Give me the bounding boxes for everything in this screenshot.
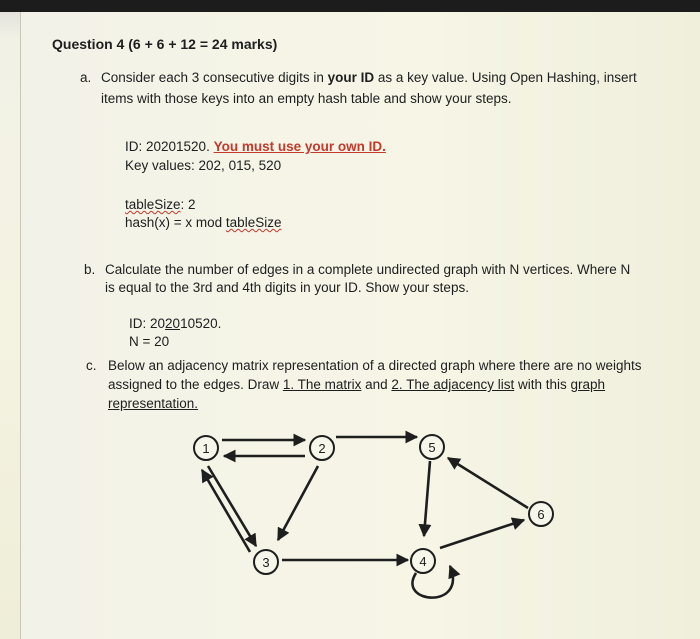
node-1	[194, 436, 218, 460]
node-1-label: 1	[202, 441, 210, 456]
node-2-label: 2	[318, 441, 326, 456]
node-5-label: 5	[428, 440, 436, 455]
node-4-label: 4	[419, 554, 427, 569]
part-c-item2: 2. The adjacency list	[391, 377, 515, 392]
node-3	[254, 550, 278, 574]
hash-fn-pre: hash(x) = x mod	[125, 215, 226, 230]
part-c-and: and	[361, 377, 392, 392]
part-a-id-label: ID: 20201520.	[125, 139, 210, 154]
part-b-n-value: N = 20	[129, 334, 170, 349]
edge-1-to-3	[208, 466, 256, 546]
table-size-label: tableSize	[125, 197, 181, 212]
node-5	[420, 435, 444, 459]
part-b-id-post: 10520.	[180, 316, 222, 331]
part-b-id-pre: ID: 20	[129, 316, 166, 331]
part-a-marker: a.	[80, 70, 92, 85]
part-b-line1: Calculate the number of edges in a complete undirected graph with N vertices. Where N	[105, 262, 631, 277]
table-size-value: : 2	[180, 197, 196, 212]
hash-fn-var: tableSize	[225, 215, 282, 230]
node-6-label: 6	[537, 507, 545, 522]
part-a-keys: Key values: 202, 015, 520	[125, 158, 282, 173]
part-c-with: with this	[514, 377, 571, 392]
edge-6-to-5	[448, 458, 528, 508]
part-c-line3: representation.	[108, 396, 199, 411]
part-c-graph-word: graph	[570, 377, 606, 392]
edge-5-to-4	[424, 461, 430, 536]
node-4	[411, 549, 435, 573]
part-c-marker: c.	[86, 358, 97, 373]
part-b-marker: b.	[84, 262, 96, 277]
part-a-your-id: your ID	[327, 70, 375, 85]
node-6	[529, 502, 553, 526]
edge-3-to-1	[202, 470, 250, 552]
part-a-line1-post: as a key value. Using Open Hashing, insert	[374, 70, 637, 85]
part-c-line1: Below an adjacency matrix representation of a directed graph where there are no weights	[108, 358, 642, 373]
node-2	[310, 436, 334, 460]
part-a-line2: items with those keys into an empty hash table and show your steps.	[101, 91, 512, 106]
node-3-label: 3	[262, 555, 270, 570]
part-b-line2: is equal to the 3rd and 4th digits in your ID. Show your steps.	[105, 280, 469, 295]
part-c-line2-pre: assigned to the edges. Draw	[108, 377, 283, 392]
part-b-id-digits: 20	[165, 316, 181, 331]
part-c-item1: 1. The matrix	[282, 377, 362, 392]
question-title: Question 4 (6 + 6 + 12 = 24 marks)	[52, 36, 278, 52]
edge-4-to-6	[440, 520, 524, 548]
part-a-line1-pre: Consider each 3 consecutive digits in	[101, 70, 328, 85]
part-a-id-warning: You must use your own ID.	[213, 139, 386, 154]
edge-2-to-3	[278, 466, 318, 540]
